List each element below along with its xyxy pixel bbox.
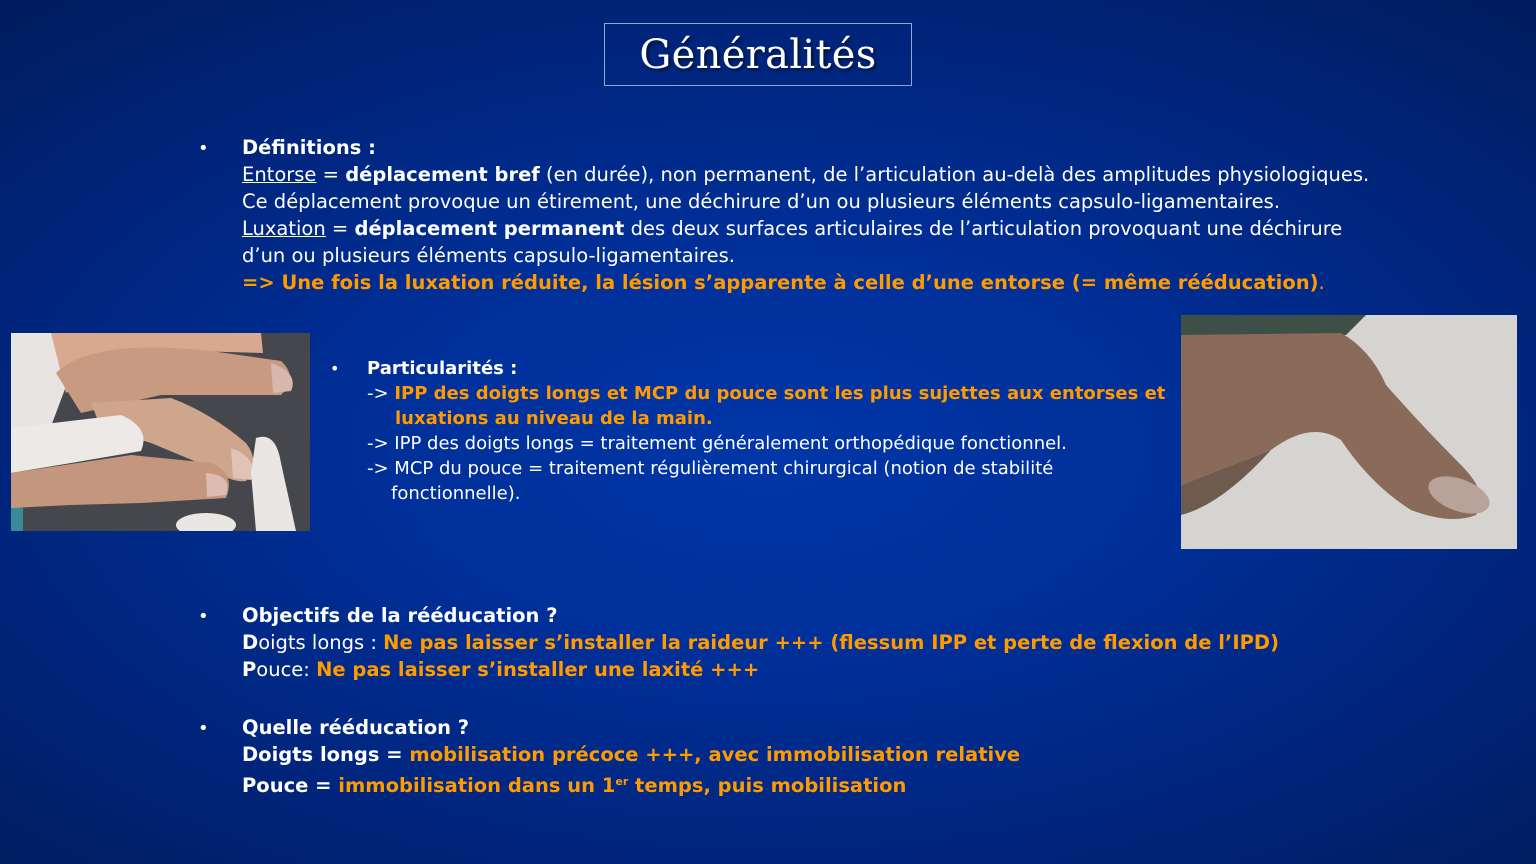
luxation-definition [242, 215, 1502, 242]
conclusion-text: => Une fois la luxation réduite, la lésion s’apparente à celle d’une entorse (= même rééducation) [242, 271, 1319, 294]
ordinal-sup: er [615, 775, 629, 788]
pouce-value-b: temps, puis mobilisation [628, 774, 907, 797]
doigts-label: oigts longs : [258, 631, 384, 654]
doigts-value: mobilisation précoce +++, avec immobilisation relative [409, 743, 1021, 766]
objectifs-heading: Objectifs de la rééducation ? [242, 604, 558, 627]
doigts-initial: D [242, 631, 259, 654]
definitions-section [242, 134, 1502, 296]
pouce-value-a: immobilisation dans un 1 [338, 774, 616, 797]
entorse-line2: Ce déplacement provoque un étirement, une déchirure d’un ou plusieurs éléments capsulo-ligamentaires. [242, 190, 1281, 213]
luxation-line2: d’un ou plusieurs éléments capsulo-ligamentaires. [242, 244, 735, 267]
bullet-objectifs: • [198, 606, 209, 627]
objectifs-section [242, 602, 1342, 683]
pouce-label: ouce: [256, 658, 317, 681]
doigts-value: Ne pas laisser s’installer la raideur +++ (flessum IPP et perte de flexion de l’IPD) [383, 631, 1279, 654]
equals: = [316, 163, 346, 186]
pouce-initial: P [242, 658, 257, 681]
entorse-rest: (en durée), non permanent, de l’articulation au-delà des amplitudes physiologiques. [539, 163, 1370, 186]
particularites-heading: Particularités : [367, 358, 518, 379]
particularites-section [367, 356, 1167, 506]
slide-title-box [604, 23, 912, 86]
entorse-bold: déplacement bref [345, 163, 540, 186]
conclusion-end: . [1318, 271, 1325, 294]
photo-fingers [11, 333, 310, 531]
arrow: -> [367, 383, 395, 404]
reeducation-heading: Quelle rééducation ? [242, 716, 470, 739]
doigts-label: Doigts longs = [242, 743, 410, 766]
photo-thumb [1181, 315, 1517, 549]
particularites-line2: -> IPP des doigts longs = traitement généralement orthopédique fonctionnel. [367, 433, 1067, 454]
objectifs-doigts [242, 629, 1342, 656]
bullet-definitions: • [198, 138, 209, 159]
particularites-line3b: fonctionnelle). [391, 483, 521, 504]
particularites-line1b: luxations au niveau de la main. [395, 408, 713, 429]
pouce-label: Pouce = [242, 774, 339, 797]
definitions-heading: Définitions : [242, 136, 376, 159]
luxation-term: Luxation [242, 217, 326, 240]
conclusion [242, 269, 1502, 296]
objectifs-pouce [242, 656, 1342, 683]
particularites-line3: -> MCP du pouce = traitement régulièrement chirurgical (notion de stabilité [367, 458, 1054, 479]
thumb-photo-illustration [1181, 315, 1517, 549]
luxation-rest: des deux surfaces articulaires de l’articulation provoquant une déchirure [624, 217, 1343, 240]
pouce-value: Ne pas laisser s’installer une laxité +++ [316, 658, 760, 681]
luxation-bold: déplacement permanent [354, 217, 625, 240]
bullet-particularites: • [330, 359, 340, 378]
equals: = [325, 217, 355, 240]
reeducation-section [242, 714, 1242, 799]
bullet-reeducation: • [198, 718, 209, 739]
slide-title: Généralités [639, 31, 877, 78]
reeducation-pouce [242, 768, 1242, 799]
particularites-line1-text: IPP des doigts longs et MCP du pouce sont les plus sujettes aux entorses et [394, 383, 1166, 404]
particularites-line1 [367, 381, 1167, 406]
entorse-definition [242, 161, 1502, 188]
entorse-term: Entorse [242, 163, 317, 186]
reeducation-doigts [242, 741, 1242, 768]
fingers-photo-illustration [11, 333, 310, 531]
